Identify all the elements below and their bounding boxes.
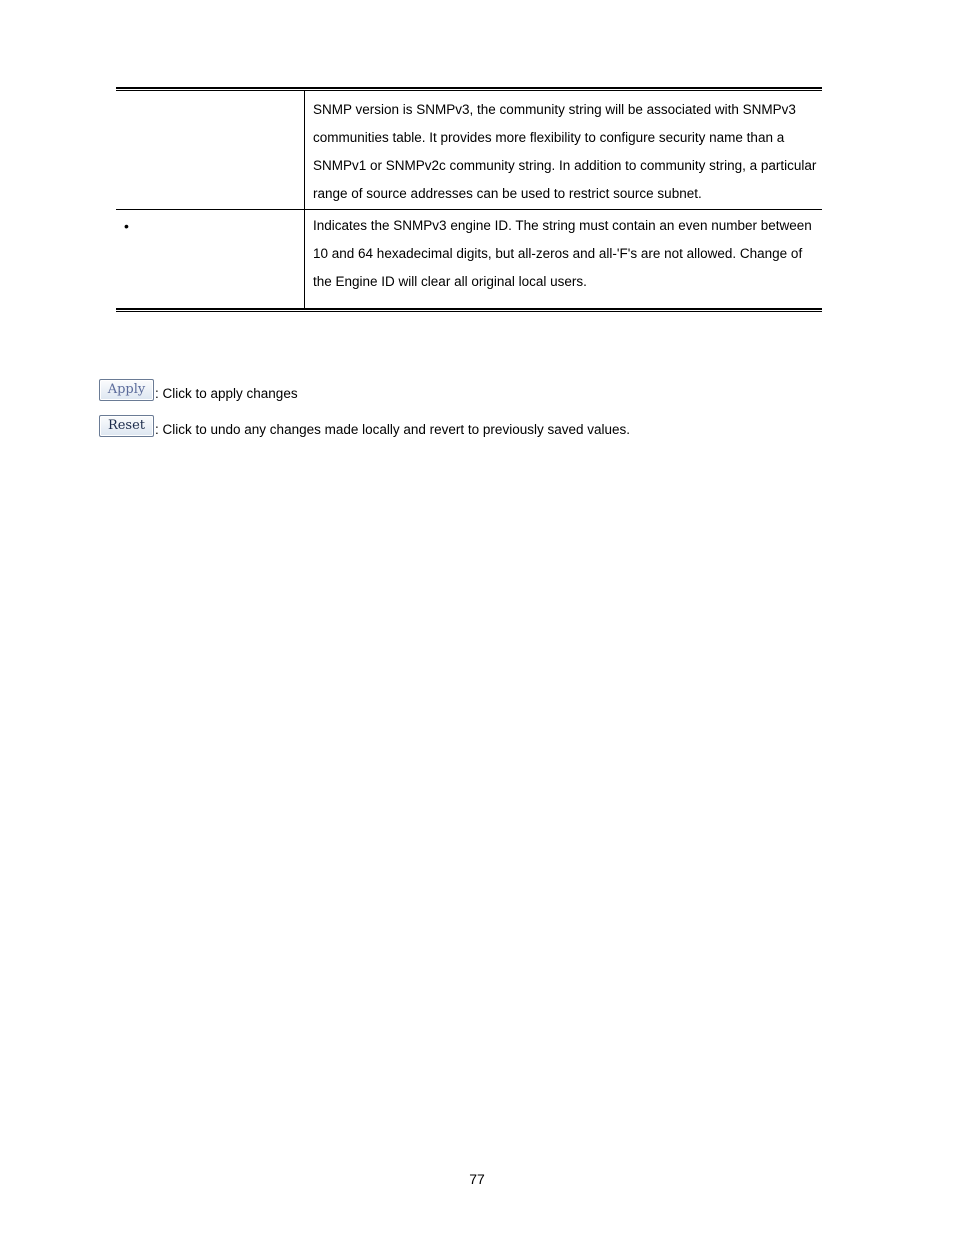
table-cell-object (116, 91, 305, 209)
parameter-table (116, 87, 822, 312)
reset-button-description: : Click to undo any changes made locally and revert to previously saved values. (155, 422, 631, 437)
table-cell-description: SNMP version is SNMPv3, the community string will be associated with SNMPv3 communities table. It provides more flexibility to configure security name than a SNMPv1 or SNMPv2c community string. In addition to community string, a particular range of source addresses can be used to restrict source subnet. (313, 102, 817, 201)
table-row (116, 91, 822, 209)
table-cell-description: Indicates the SNMPv3 engine ID. The string must contain an even number between 10 and 64 hexadecimal digits, but all-zeros and all-'F's are not allowed. Change of the Engine ID will clear all original local users. (313, 218, 812, 289)
table-cell-object: • (116, 210, 305, 308)
apply-button-description: : Click to apply changes (155, 386, 298, 401)
table-row (116, 209, 822, 308)
reset-button[interactable]: Reset (99, 415, 154, 437)
apply-button-legend (99, 379, 298, 401)
apply-button[interactable]: Apply (99, 379, 154, 401)
reset-button-legend (99, 415, 630, 437)
table-bottom-rule (116, 308, 822, 312)
page-number: 77 (469, 1171, 485, 1187)
